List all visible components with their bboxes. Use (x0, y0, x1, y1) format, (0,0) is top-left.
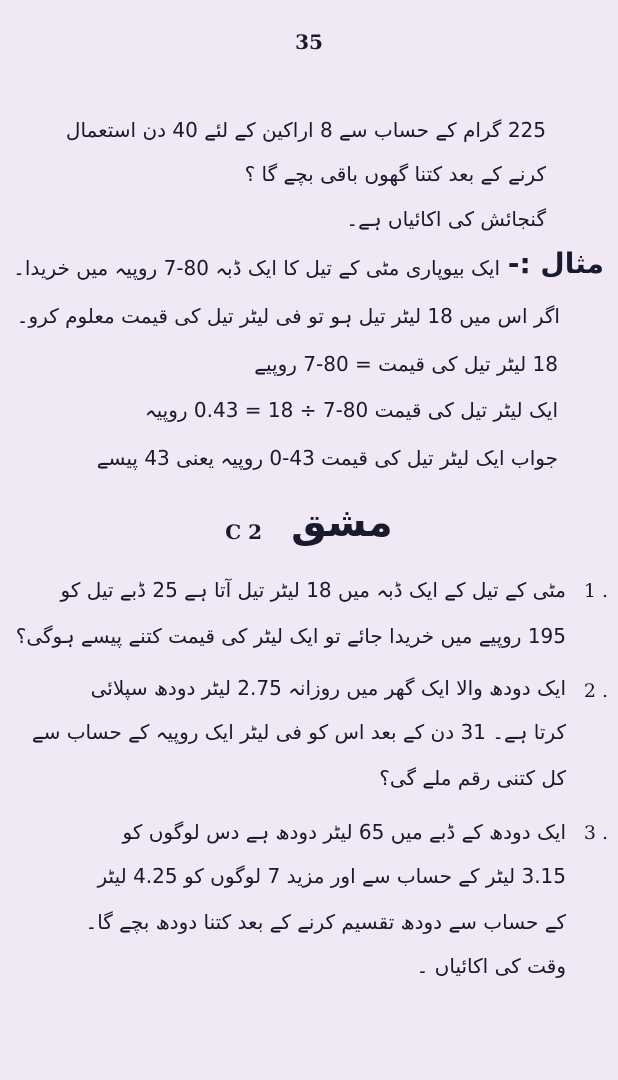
question-number-1: 1 . (583, 580, 608, 602)
question-1-line-1: مٹی کے تیل کے ایک ڈبہ میں 18 لیٹر تیل آتا ہے 25 ڈبے تیل کو (60, 578, 566, 602)
question-3-line-4: وقت کی اکائیاں ۔ (416, 954, 566, 978)
example-line-1: ایک بیوپاری مٹی کے تیل کا ایک ڈبہ 80-7 روپیہ میں خریدا۔ (13, 256, 500, 280)
top-text-line-3: گنجائش کی اکائیاں ہے۔ (346, 207, 546, 231)
calculation-line-2: ایک لیٹر تیل کی قیمت 80-7 ÷ 18 = 0.43 روپیہ (144, 398, 558, 422)
question-2-line-3: کل کتنی رقم ملے گی؟ (379, 766, 566, 790)
question-number-2: 2 . (583, 680, 608, 702)
question-2-line-1: ایک دودھ والا ایک گھر میں روزانہ 2.75 لیٹر دودھ سپلائی (90, 676, 566, 700)
question-2-line-2: کرتا ہے۔ 31 دن کے بعد اس کو فی لیٹر ایک روپیہ کے حساب سے (31, 720, 566, 744)
example-label: مثال :- (507, 247, 604, 280)
question-3-line-2: 3.15 لیٹر کے حساب سے اور مزید 7 لوگوں کو 4.25 لیٹر (97, 864, 566, 888)
top-text-line-1: 225 گرام کے حساب سے 8 اراکین کے لئے 40 دن استعمال (65, 118, 546, 142)
exercise-title: مشق (291, 500, 393, 546)
section-label: C 2 (225, 519, 263, 544)
example-line-2: اگر اس میں 18 لیٹر تیل ہو تو فی لیٹر تیل کی قیمت معلوم کرو۔ (16, 304, 560, 328)
calculation-line-1: 18 لیٹر تیل کی قیمت = 80-7 روپیے (254, 352, 558, 376)
question-3-line-1: ایک دودھ کے ڈبے میں 65 لیٹر دودھ ہے دس لوگوں کو (122, 820, 566, 844)
page-number: 35 (295, 30, 323, 54)
exercise-heading (0, 500, 618, 546)
question-1-line-2: 195 روپیے میں خریدا جائے تو ایک لیٹر کی قیمت کتنے پیسے ہوگی؟ (15, 624, 566, 648)
answer-line: جواب ایک لیٹر تیل کی قیمت 43-0 روپیہ یعنی 43 پیسے (96, 446, 558, 470)
top-text-line-2: کرنے کے بعد کتنا گھوں باقی بچے گا ؟ (244, 162, 546, 186)
question-3-line-3: کے حساب سے دودھ تقسیم کرنے کے بعد کتنا دودھ بچے گا۔ (85, 910, 566, 934)
question-number-3: 3 . (583, 822, 608, 844)
